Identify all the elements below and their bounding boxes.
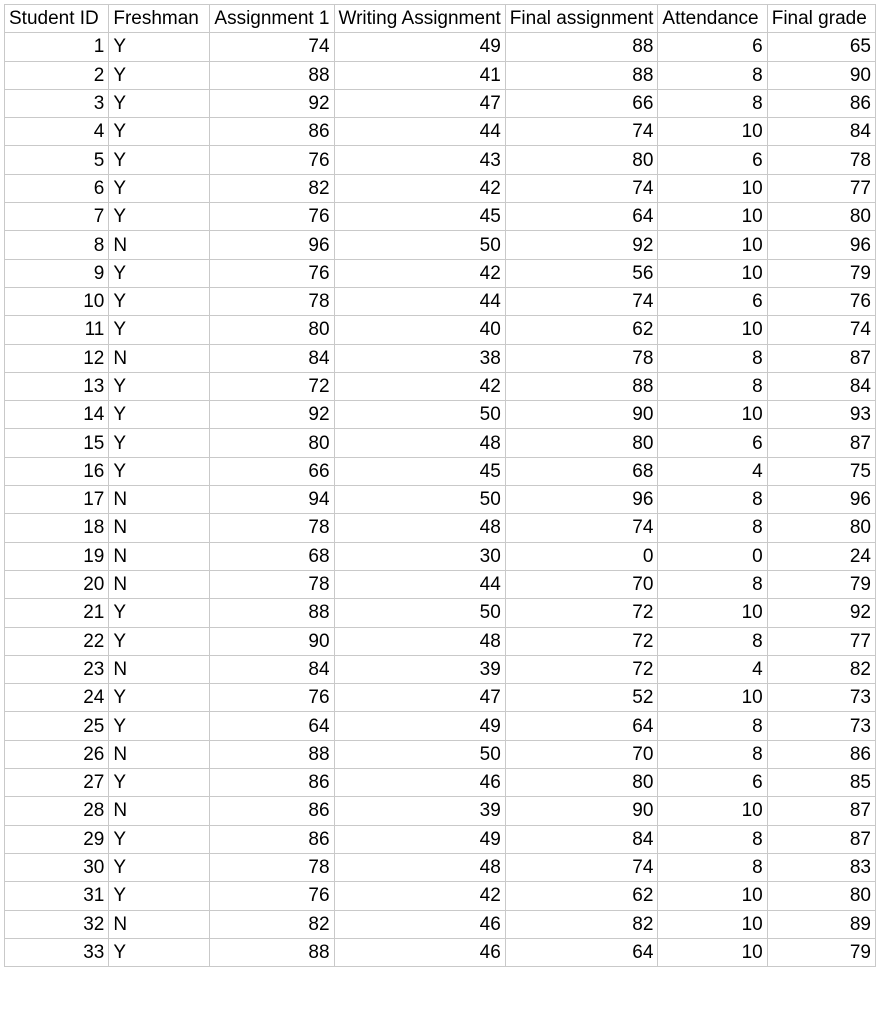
table-row [5, 457, 876, 485]
cell-writing-assignment[interactable]: 41 [334, 61, 505, 89]
cell-freshman[interactable]: Y [109, 712, 210, 740]
cell-final-grade[interactable]: 73 [767, 684, 875, 712]
cell-final-grade[interactable]: 76 [767, 287, 875, 315]
cell-freshman[interactable]: Y [109, 429, 210, 457]
cell-freshman[interactable]: Y [109, 825, 210, 853]
cell-final-grade[interactable]: 89 [767, 910, 875, 938]
cell-student-id[interactable]: 4 [5, 118, 109, 146]
cell-final-grade[interactable]: 84 [767, 118, 875, 146]
cell-student-id[interactable]: 9 [5, 259, 109, 287]
table-row [5, 712, 876, 740]
cell-freshman[interactable]: Y [109, 259, 210, 287]
cell-writing-assignment[interactable]: 48 [334, 429, 505, 457]
cell-final-grade[interactable]: 75 [767, 457, 875, 485]
cell-final-assignment[interactable]: 64 [505, 203, 658, 231]
table-row [5, 797, 876, 825]
cell-freshman[interactable]: N [109, 740, 210, 768]
cell-attendance[interactable]: 0 [658, 542, 767, 570]
table-row [5, 146, 876, 174]
table-row [5, 61, 876, 89]
cell-attendance[interactable]: 10 [658, 401, 767, 429]
cell-attendance[interactable]: 8 [658, 486, 767, 514]
cell-writing-assignment[interactable]: 44 [334, 118, 505, 146]
table-row [5, 174, 876, 202]
cell-final-assignment[interactable]: 72 [505, 599, 658, 627]
cell-student-id[interactable]: 26 [5, 740, 109, 768]
table-row [5, 769, 876, 797]
cell-attendance[interactable]: 10 [658, 259, 767, 287]
table-row [5, 372, 876, 400]
cell-attendance[interactable]: 8 [658, 514, 767, 542]
cell-attendance[interactable]: 10 [658, 797, 767, 825]
cell-student-id[interactable]: 11 [5, 316, 109, 344]
cell-attendance[interactable]: 10 [658, 684, 767, 712]
cell-freshman[interactable]: Y [109, 599, 210, 627]
cell-student-id[interactable]: 13 [5, 372, 109, 400]
cell-final-grade[interactable]: 96 [767, 486, 875, 514]
table-row [5, 259, 876, 287]
cell-attendance[interactable]: 10 [658, 203, 767, 231]
cell-assignment-1[interactable]: 76 [210, 203, 334, 231]
cell-assignment-1[interactable]: 92 [210, 401, 334, 429]
cell-final-grade[interactable]: 83 [767, 853, 875, 881]
cell-final-assignment[interactable]: 80 [505, 769, 658, 797]
cell-freshman[interactable]: N [109, 570, 210, 598]
cell-assignment-1[interactable]: 72 [210, 372, 334, 400]
table-row [5, 882, 876, 910]
cell-writing-assignment[interactable]: 47 [334, 684, 505, 712]
cell-writing-assignment[interactable]: 39 [334, 655, 505, 683]
table-row [5, 231, 876, 259]
cell-final-grade[interactable]: 80 [767, 514, 875, 542]
cell-final-assignment[interactable]: 64 [505, 938, 658, 966]
table-row [5, 287, 876, 315]
data-table [4, 4, 876, 967]
cell-student-id[interactable]: 20 [5, 570, 109, 598]
cell-final-grade[interactable]: 85 [767, 769, 875, 797]
cell-student-id[interactable]: 10 [5, 287, 109, 315]
cell-final-assignment[interactable]: 70 [505, 570, 658, 598]
cell-final-grade[interactable]: 74 [767, 316, 875, 344]
cell-freshman[interactable]: Y [109, 853, 210, 881]
cell-assignment-1[interactable]: 76 [210, 259, 334, 287]
cell-student-id[interactable]: 16 [5, 457, 109, 485]
cell-final-grade[interactable]: 78 [767, 146, 875, 174]
cell-attendance[interactable]: 10 [658, 599, 767, 627]
cell-freshman[interactable]: Y [109, 938, 210, 966]
table-row [5, 853, 876, 881]
cell-writing-assignment[interactable]: 50 [334, 401, 505, 429]
cell-assignment-1[interactable]: 74 [210, 33, 334, 61]
cell-freshman[interactable]: Y [109, 287, 210, 315]
cell-assignment-1[interactable]: 76 [210, 684, 334, 712]
table-row [5, 401, 876, 429]
cell-assignment-1[interactable]: 68 [210, 542, 334, 570]
table-row [5, 627, 876, 655]
cell-final-grade[interactable]: 73 [767, 712, 875, 740]
table-row [5, 542, 876, 570]
cell-student-id[interactable]: 1 [5, 33, 109, 61]
header-writing-assignment[interactable]: Writing Assignment [334, 5, 505, 33]
cell-final-grade[interactable]: 96 [767, 231, 875, 259]
cell-final-assignment[interactable]: 88 [505, 61, 658, 89]
cell-assignment-1[interactable]: 82 [210, 910, 334, 938]
cell-final-assignment[interactable]: 90 [505, 797, 658, 825]
table-row [5, 740, 876, 768]
cell-writing-assignment[interactable]: 49 [334, 33, 505, 61]
cell-final-assignment[interactable]: 74 [505, 287, 658, 315]
cell-freshman[interactable]: Y [109, 457, 210, 485]
cell-freshman[interactable]: N [109, 797, 210, 825]
cell-assignment-1[interactable]: 88 [210, 740, 334, 768]
cell-final-grade[interactable]: 86 [767, 89, 875, 117]
cell-student-id[interactable]: 30 [5, 853, 109, 881]
cell-final-grade[interactable]: 87 [767, 797, 875, 825]
cell-final-assignment[interactable]: 62 [505, 316, 658, 344]
cell-student-id[interactable]: 19 [5, 542, 109, 570]
cell-final-assignment[interactable]: 72 [505, 627, 658, 655]
cell-attendance[interactable]: 8 [658, 372, 767, 400]
cell-freshman[interactable]: Y [109, 89, 210, 117]
cell-assignment-1[interactable]: 78 [210, 514, 334, 542]
header-freshman[interactable]: Freshman [109, 5, 210, 33]
table-row [5, 655, 876, 683]
cell-student-id[interactable]: 5 [5, 146, 109, 174]
cell-student-id[interactable]: 25 [5, 712, 109, 740]
cell-writing-assignment[interactable]: 46 [334, 938, 505, 966]
cell-writing-assignment[interactable]: 50 [334, 740, 505, 768]
cell-final-assignment[interactable]: 72 [505, 655, 658, 683]
table-row [5, 118, 876, 146]
header-attendance[interactable]: Attendance [658, 5, 767, 33]
cell-attendance[interactable]: 10 [658, 231, 767, 259]
cell-assignment-1[interactable]: 86 [210, 118, 334, 146]
cell-final-grade[interactable]: 87 [767, 344, 875, 372]
cell-final-assignment[interactable]: 56 [505, 259, 658, 287]
table-row [5, 316, 876, 344]
cell-final-assignment[interactable]: 92 [505, 231, 658, 259]
cell-assignment-1[interactable]: 90 [210, 627, 334, 655]
cell-writing-assignment[interactable]: 50 [334, 231, 505, 259]
cell-attendance[interactable]: 8 [658, 570, 767, 598]
cell-student-id[interactable]: 3 [5, 89, 109, 117]
cell-assignment-1[interactable]: 88 [210, 61, 334, 89]
cell-freshman[interactable]: N [109, 514, 210, 542]
cell-attendance[interactable]: 4 [658, 457, 767, 485]
cell-attendance[interactable]: 8 [658, 853, 767, 881]
header-assignment-1[interactable]: Assignment 1 [210, 5, 334, 33]
cell-student-id[interactable]: 15 [5, 429, 109, 457]
cell-freshman[interactable]: Y [109, 61, 210, 89]
cell-student-id[interactable]: 33 [5, 938, 109, 966]
cell-final-grade[interactable]: 79 [767, 259, 875, 287]
cell-final-assignment[interactable]: 66 [505, 89, 658, 117]
cell-freshman[interactable]: Y [109, 401, 210, 429]
cell-attendance[interactable]: 8 [658, 89, 767, 117]
table-row [5, 825, 876, 853]
table-row [5, 203, 876, 231]
cell-final-assignment[interactable]: 84 [505, 825, 658, 853]
cell-final-assignment[interactable]: 74 [505, 118, 658, 146]
cell-freshman[interactable]: Y [109, 627, 210, 655]
cell-writing-assignment[interactable]: 30 [334, 542, 505, 570]
cell-assignment-1[interactable]: 82 [210, 174, 334, 202]
cell-final-assignment[interactable]: 82 [505, 910, 658, 938]
table-row [5, 599, 876, 627]
cell-writing-assignment[interactable]: 39 [334, 797, 505, 825]
cell-student-id[interactable]: 31 [5, 882, 109, 910]
cell-writing-assignment[interactable]: 49 [334, 712, 505, 740]
cell-final-assignment[interactable]: 74 [505, 174, 658, 202]
cell-student-id[interactable]: 7 [5, 203, 109, 231]
cell-attendance[interactable]: 8 [658, 627, 767, 655]
cell-student-id[interactable]: 29 [5, 825, 109, 853]
cell-writing-assignment[interactable]: 45 [334, 203, 505, 231]
cell-final-assignment[interactable]: 78 [505, 344, 658, 372]
cell-attendance[interactable]: 6 [658, 146, 767, 174]
cell-final-grade[interactable]: 77 [767, 627, 875, 655]
cell-freshman[interactable]: N [109, 655, 210, 683]
cell-final-grade[interactable]: 90 [767, 61, 875, 89]
cell-assignment-1[interactable]: 88 [210, 599, 334, 627]
cell-writing-assignment[interactable]: 44 [334, 570, 505, 598]
cell-final-grade[interactable]: 65 [767, 33, 875, 61]
cell-assignment-1[interactable]: 76 [210, 882, 334, 910]
cell-assignment-1[interactable]: 78 [210, 287, 334, 315]
cell-writing-assignment[interactable]: 42 [334, 372, 505, 400]
cell-assignment-1[interactable]: 96 [210, 231, 334, 259]
cell-attendance[interactable]: 8 [658, 712, 767, 740]
cell-final-assignment[interactable]: 68 [505, 457, 658, 485]
cell-student-id[interactable]: 2 [5, 61, 109, 89]
cell-student-id[interactable]: 22 [5, 627, 109, 655]
cell-freshman[interactable]: Y [109, 118, 210, 146]
cell-student-id[interactable]: 14 [5, 401, 109, 429]
cell-student-id[interactable]: 17 [5, 486, 109, 514]
cell-attendance[interactable]: 10 [658, 118, 767, 146]
cell-final-assignment[interactable]: 74 [505, 514, 658, 542]
cell-assignment-1[interactable]: 86 [210, 825, 334, 853]
cell-attendance[interactable]: 8 [658, 344, 767, 372]
cell-assignment-1[interactable]: 80 [210, 316, 334, 344]
cell-final-grade[interactable]: 87 [767, 825, 875, 853]
cell-freshman[interactable]: Y [109, 769, 210, 797]
cell-attendance[interactable]: 8 [658, 61, 767, 89]
cell-student-id[interactable]: 28 [5, 797, 109, 825]
header-final-assignment[interactable]: Final assignment [505, 5, 658, 33]
cell-assignment-1[interactable]: 84 [210, 655, 334, 683]
header-final-grade[interactable]: Final grade [767, 5, 875, 33]
cell-attendance[interactable]: 6 [658, 429, 767, 457]
cell-student-id[interactable]: 24 [5, 684, 109, 712]
cell-assignment-1[interactable]: 78 [210, 853, 334, 881]
cell-final-grade[interactable]: 92 [767, 599, 875, 627]
cell-writing-assignment[interactable]: 48 [334, 514, 505, 542]
header-row [5, 5, 876, 33]
cell-student-id[interactable]: 8 [5, 231, 109, 259]
cell-final-grade[interactable]: 80 [767, 203, 875, 231]
cell-assignment-1[interactable]: 64 [210, 712, 334, 740]
cell-attendance[interactable]: 10 [658, 938, 767, 966]
cell-attendance[interactable]: 10 [658, 174, 767, 202]
cell-freshman[interactable]: Y [109, 203, 210, 231]
cell-freshman[interactable]: N [109, 231, 210, 259]
table-row [5, 570, 876, 598]
cell-freshman[interactable]: N [109, 486, 210, 514]
cell-final-assignment[interactable]: 96 [505, 486, 658, 514]
cell-freshman[interactable]: N [109, 910, 210, 938]
cell-freshman[interactable]: Y [109, 372, 210, 400]
cell-final-assignment[interactable]: 52 [505, 684, 658, 712]
table-row [5, 33, 876, 61]
cell-final-assignment[interactable]: 62 [505, 882, 658, 910]
table-row [5, 486, 876, 514]
cell-final-assignment[interactable]: 74 [505, 853, 658, 881]
table-row [5, 514, 876, 542]
cell-final-assignment[interactable]: 64 [505, 712, 658, 740]
cell-freshman[interactable]: N [109, 542, 210, 570]
cell-attendance[interactable]: 10 [658, 882, 767, 910]
cell-assignment-1[interactable]: 88 [210, 938, 334, 966]
cell-final-grade[interactable]: 79 [767, 938, 875, 966]
cell-final-assignment[interactable]: 0 [505, 542, 658, 570]
cell-final-grade[interactable]: 79 [767, 570, 875, 598]
cell-attendance[interactable]: 8 [658, 825, 767, 853]
cell-freshman[interactable]: Y [109, 146, 210, 174]
cell-assignment-1[interactable]: 78 [210, 570, 334, 598]
cell-student-id[interactable]: 18 [5, 514, 109, 542]
cell-freshman[interactable]: Y [109, 316, 210, 344]
table-row [5, 89, 876, 117]
cell-freshman[interactable]: N [109, 344, 210, 372]
cell-writing-assignment[interactable]: 42 [334, 174, 505, 202]
cell-assignment-1[interactable]: 84 [210, 344, 334, 372]
cell-attendance[interactable]: 10 [658, 910, 767, 938]
cell-student-id[interactable]: 21 [5, 599, 109, 627]
cell-attendance[interactable]: 4 [658, 655, 767, 683]
cell-freshman[interactable]: Y [109, 33, 210, 61]
cell-final-grade[interactable]: 80 [767, 882, 875, 910]
cell-writing-assignment[interactable]: 47 [334, 89, 505, 117]
table-row [5, 684, 876, 712]
cell-final-grade[interactable]: 24 [767, 542, 875, 570]
cell-writing-assignment[interactable]: 43 [334, 146, 505, 174]
table-row [5, 938, 876, 966]
cell-attendance[interactable]: 10 [658, 316, 767, 344]
cell-final-assignment[interactable]: 80 [505, 146, 658, 174]
cell-final-assignment[interactable]: 88 [505, 33, 658, 61]
cell-writing-assignment[interactable]: 42 [334, 259, 505, 287]
cell-final-grade[interactable]: 93 [767, 401, 875, 429]
cell-writing-assignment[interactable]: 38 [334, 344, 505, 372]
cell-writing-assignment[interactable]: 46 [334, 769, 505, 797]
table-row [5, 344, 876, 372]
cell-attendance[interactable]: 6 [658, 33, 767, 61]
cell-assignment-1[interactable]: 92 [210, 89, 334, 117]
cell-freshman[interactable]: Y [109, 684, 210, 712]
cell-final-assignment[interactable]: 88 [505, 372, 658, 400]
cell-final-grade[interactable]: 87 [767, 429, 875, 457]
cell-final-grade[interactable]: 82 [767, 655, 875, 683]
cell-attendance[interactable]: 6 [658, 769, 767, 797]
cell-assignment-1[interactable]: 80 [210, 429, 334, 457]
cell-attendance[interactable]: 8 [658, 740, 767, 768]
cell-writing-assignment[interactable]: 50 [334, 486, 505, 514]
cell-writing-assignment[interactable]: 49 [334, 825, 505, 853]
cell-freshman[interactable]: Y [109, 174, 210, 202]
cell-writing-assignment[interactable]: 48 [334, 853, 505, 881]
cell-final-grade[interactable]: 86 [767, 740, 875, 768]
cell-student-id[interactable]: 6 [5, 174, 109, 202]
cell-freshman[interactable]: Y [109, 882, 210, 910]
cell-student-id[interactable]: 23 [5, 655, 109, 683]
cell-final-assignment[interactable]: 80 [505, 429, 658, 457]
cell-writing-assignment[interactable]: 48 [334, 627, 505, 655]
cell-writing-assignment[interactable]: 45 [334, 457, 505, 485]
cell-final-grade[interactable]: 77 [767, 174, 875, 202]
cell-final-assignment[interactable]: 90 [505, 401, 658, 429]
cell-final-assignment[interactable]: 70 [505, 740, 658, 768]
cell-student-id[interactable]: 32 [5, 910, 109, 938]
cell-assignment-1[interactable]: 66 [210, 457, 334, 485]
table-row [5, 429, 876, 457]
cell-writing-assignment[interactable]: 42 [334, 882, 505, 910]
cell-student-id[interactable]: 27 [5, 769, 109, 797]
cell-final-grade[interactable]: 84 [767, 372, 875, 400]
cell-assignment-1[interactable]: 86 [210, 769, 334, 797]
cell-assignment-1[interactable]: 76 [210, 146, 334, 174]
cell-student-id[interactable]: 12 [5, 344, 109, 372]
cell-writing-assignment[interactable]: 44 [334, 287, 505, 315]
cell-writing-assignment[interactable]: 46 [334, 910, 505, 938]
table-row [5, 910, 876, 938]
cell-writing-assignment[interactable]: 40 [334, 316, 505, 344]
cell-assignment-1[interactable]: 94 [210, 486, 334, 514]
cell-attendance[interactable]: 6 [658, 287, 767, 315]
header-student-id[interactable]: Student ID [5, 5, 109, 33]
cell-assignment-1[interactable]: 86 [210, 797, 334, 825]
cell-writing-assignment[interactable]: 50 [334, 599, 505, 627]
